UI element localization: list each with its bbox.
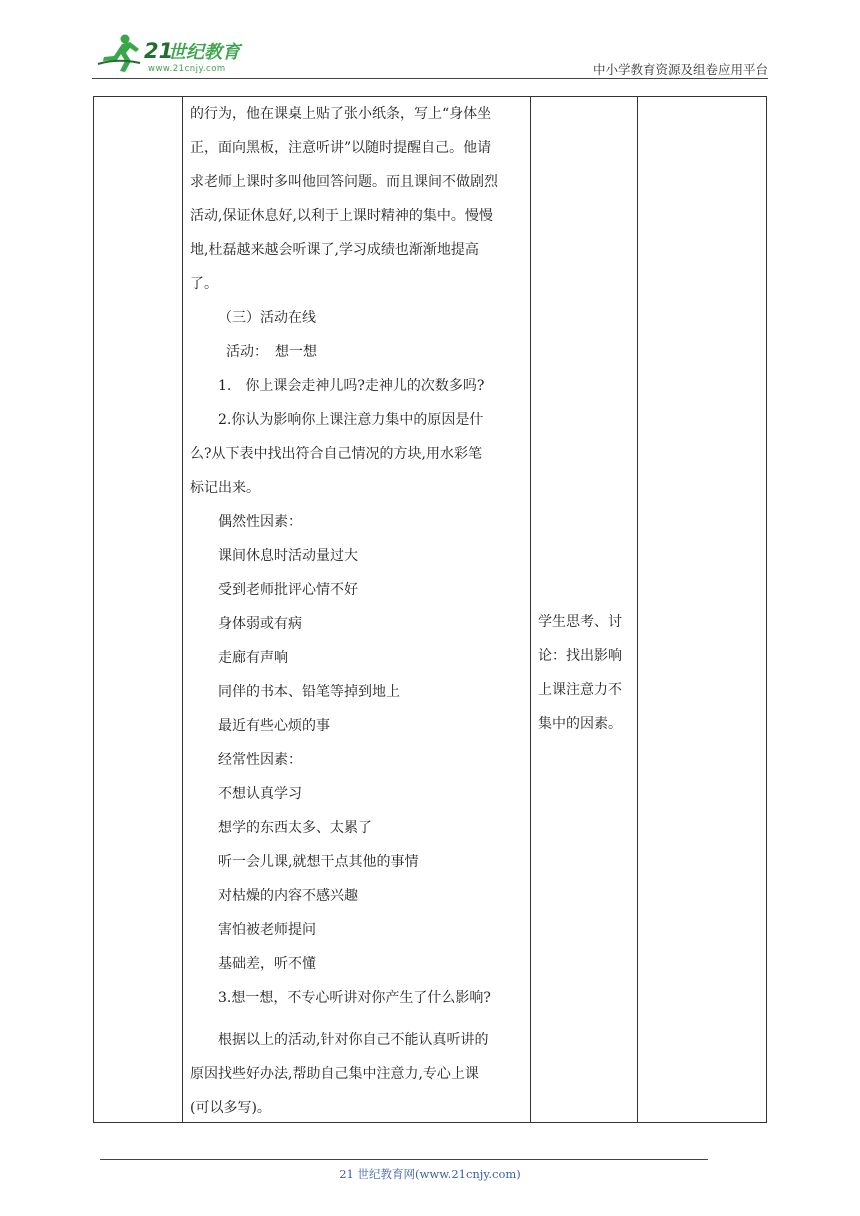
story-line: 地,杜磊越来越会听课了,学习成绩也渐渐地提高: [190, 242, 479, 258]
footer-link[interactable]: 21 世纪教育网(www.21cnjy.com): [339, 1167, 521, 1181]
accidental-factors-title: 偶然性因素：: [218, 514, 302, 530]
svg-text:21: 21: [144, 39, 174, 63]
question-2-line: 标记出来。: [190, 480, 260, 496]
lesson-table: [93, 96, 767, 1123]
column-divider: [530, 97, 531, 1122]
closing-line: 根据以上的活动,针对你自己不能认真听讲的: [218, 1032, 489, 1048]
closing-line: (可以多写)。: [190, 1100, 271, 1116]
student-activity-line: 上课注意力不: [538, 682, 622, 698]
footer-divider: [100, 1159, 708, 1160]
student-activity-cell: [538, 605, 632, 741]
activity-title: 活动： 想一想: [226, 344, 317, 360]
question-2-line: 2.你认为影响你上课注意力集中的原因是什: [218, 412, 484, 428]
accidental-factor-item: 同伴的书本、铅笔等掉到地上: [218, 684, 400, 700]
story-line: 的行为，他在课桌上贴了张小纸条，写上“身体坐: [190, 106, 492, 122]
closing-line: 原因找些好办法,帮助自己集中注意力,专心上课: [190, 1066, 479, 1082]
page-header: [92, 30, 768, 80]
site-logo: [92, 30, 262, 76]
teaching-content-cell: [190, 97, 524, 1125]
accidental-factor-item: 身体弱或有病: [218, 616, 302, 632]
runner-icon: [92, 30, 262, 76]
accidental-factor-item: 受到老师批评心情不好: [218, 582, 358, 598]
story-line: 求老师上课时多叫他回答问题。而且课间不做剧烈: [190, 174, 498, 190]
regular-factors-title: 经常性因素：: [218, 752, 302, 768]
regular-factor-item: 害怕被老师提问: [218, 922, 316, 938]
regular-factor-item: 听一会儿课,就想干点其他的事情: [218, 854, 419, 870]
student-activity-line: 学生思考、讨: [538, 614, 622, 630]
accidental-factor-item: 课间休息时活动量过大: [218, 548, 358, 564]
svg-text:www.21cnjy.com: www.21cnjy.com: [148, 64, 226, 74]
accidental-factor-item: 最近有些心烦的事: [218, 718, 330, 734]
regular-factor-item: 不想认真学习: [218, 786, 302, 802]
question-2-line: 么?从下表中找出符合自己情况的方块,用水彩笔: [190, 446, 482, 462]
regular-factor-item: 基础差，听不懂: [218, 956, 316, 972]
column-divider: [182, 97, 183, 1122]
header-divider: [92, 78, 768, 79]
question-3: 3.想一想，不专心听讲对你产生了什么影响?: [218, 990, 491, 1006]
story-line: 活动,保证休息好,以利于上课时精神的集中。慢慢: [190, 208, 493, 224]
question-1: 1. 你上课会走神儿吗?走神儿的次数多吗?: [218, 378, 485, 394]
column-divider: [637, 97, 638, 1122]
student-activity-line: 集中的因素。: [538, 716, 622, 732]
accidental-factor-item: 走廊有声响: [218, 650, 288, 666]
student-activity-line: 论：找出影响: [538, 648, 622, 664]
section-title: （三）活动在线: [218, 310, 316, 326]
story-line: 了。: [190, 276, 218, 292]
story-line: 正，面向黑板，注意听讲”以随时提醒自己。他请: [190, 140, 492, 156]
platform-tagline: 中小学教育资源及组卷应用平台: [592, 62, 768, 77]
svg-text:世纪教育: 世纪教育: [168, 42, 240, 63]
regular-factor-item: 对枯燥的内容不感兴趣: [218, 888, 358, 904]
regular-factor-item: 想学的东西太多、太累了: [218, 820, 372, 836]
